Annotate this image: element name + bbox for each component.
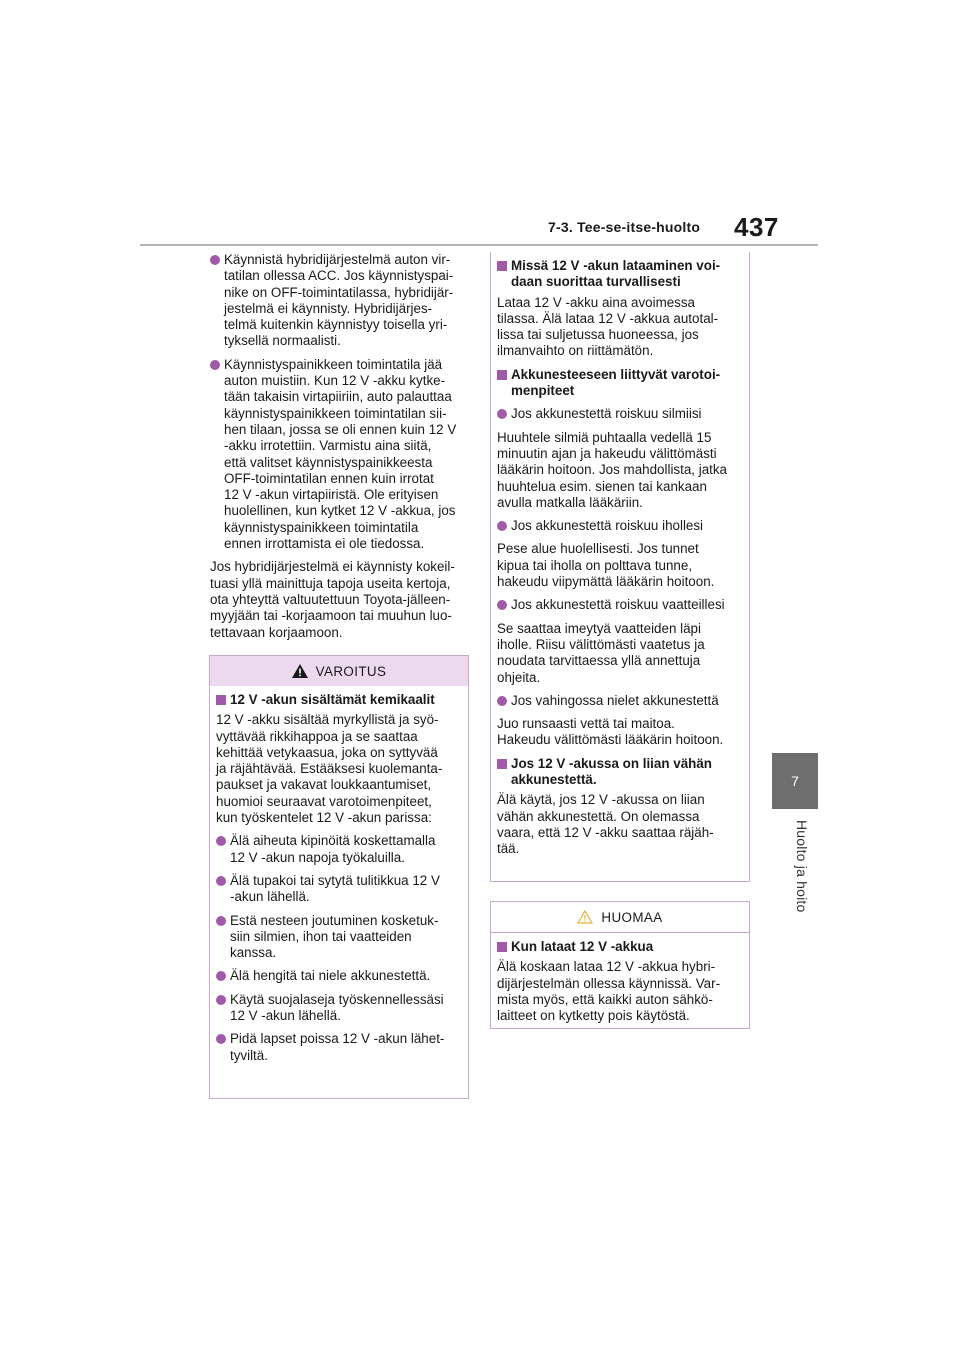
left-column <box>210 252 466 641</box>
body-text: Se saattaa imeytyä vaatteiden läpi iholle. Riisu välittömästi vaatetus ja noudata tarvittaessa yllä annettuja ohjeita. <box>497 620 705 685</box>
bullet-text: Käytä suojalaseja työskennellessäsi 12 V -akun lähellä. <box>230 991 444 1024</box>
bullet-icon <box>216 971 226 981</box>
warning-header <box>210 656 468 686</box>
section-heading <box>497 756 743 789</box>
bullet-text: Älä tupakoi tai sytytä tulitikkua 12 V -akun lähellä. <box>230 872 440 905</box>
bullet-text: Pidä lapset poissa 12 V -akun lähet- tyviltä. <box>230 1031 445 1063</box>
bullet-text: Jos vahingossa nielet akkunestettä <box>511 692 719 708</box>
square-bullet-icon <box>497 261 507 271</box>
notice-box <box>490 901 750 1029</box>
bullet-text: Älä aiheuta kipinöitä koskettamalla 12 V -akun napoja työkaluilla. <box>230 833 436 865</box>
warning-triangle-icon <box>292 664 308 678</box>
bullet-icon <box>210 255 220 265</box>
body-text: Huuhtele silmiä puhtaalla vedellä 15 minuutin ajan ja hakeudu välittömästi lääkärin hoitoon. Jos mahdollista, jatka huuhtelua esim. sienen tai kankaan avulla matkalla lääkäriin. <box>497 429 728 510</box>
bullet-text: Jos akkunestettä roiskuu silmiisi <box>511 406 702 422</box>
body-text: Lataa 12 V -akku aina avoimessa tilassa. Älä lataa 12 V -akkua autotal- lissa tai suljetussa huoneessa, jos ilmanvaihto on riittämätön. <box>497 294 719 359</box>
warning-heading <box>216 692 462 708</box>
bullet-icon <box>497 409 507 419</box>
bullet-text: Jos akkunestettä roiskuu ihollesi <box>511 518 704 534</box>
heading-text: Akkunesteeseen liittyvät varotoi- menpiteet <box>511 366 721 399</box>
bullet-icon <box>497 696 507 706</box>
header-divider <box>140 244 818 246</box>
square-bullet-icon <box>497 370 507 380</box>
square-bullet-icon <box>497 759 507 769</box>
body-text: Pese alue huolellisesti. Jos tunnet kipua tai iholla on polttava tunne, hakeudu viipymättä lääkärin hoitoon. <box>497 541 715 590</box>
page-number: 437 <box>734 212 779 242</box>
square-bullet-icon <box>216 695 226 705</box>
warning-title: VAROITUS <box>315 663 387 679</box>
warning-box <box>209 655 469 1099</box>
list-item <box>216 873 462 906</box>
bullet-icon <box>216 836 226 846</box>
bullet-icon <box>497 521 507 531</box>
list-item <box>497 406 743 422</box>
bullet-icon <box>216 916 226 926</box>
notice-header <box>491 902 749 933</box>
bullet-text: Älä hengitä tai niele akkunestettä. <box>230 968 431 984</box>
chapter-tab: 7 <box>772 753 818 809</box>
heading-text: Missä 12 V -akun lataaminen voi- daan suorittaa turvallisesti <box>511 258 721 290</box>
list-item <box>216 1031 462 1064</box>
list-item <box>210 252 466 350</box>
warning-continued-box <box>490 252 750 882</box>
list-item <box>216 992 462 1025</box>
bullet-text: Jos akkunestettä roiskuu vaatteillesi <box>511 597 725 613</box>
section-heading <box>497 258 743 291</box>
square-bullet-icon <box>497 942 507 952</box>
notice-heading-text: Kun lataat 12 V -akkua <box>511 939 654 954</box>
warning-intro: 12 V -akku sisältää myrkyllistä ja syö- vyttävää rikkihappoa ja se saattaa kehittää vetykaasua, joka on syttyvää ja räjähtävää. Estääksesi kuolemanta- paukset ja vakavat loukkaantumiset, huomioi seuraavat varotoimenpiteet, kun työskentelet 12 V -akun parissa: <box>216 712 443 826</box>
heading-text: Jos 12 V -akussa on liian vähän akkunestettä. <box>511 755 712 788</box>
list-item <box>497 597 743 613</box>
body-paragraph: Jos hybridijärjestelmä ei käynnisty kokeil- tuasi yllä mainittuja tapoja useita kertoja, ota yhteyttä valtuutettuun Toyota-jälleen- myyjään tai -korjaamoon tai muuhun luo- tettavaan korjaamoon. <box>210 559 455 640</box>
section-title: 7-3. Tee-se-itse-huolto <box>548 219 701 235</box>
notice-text: Älä koskaan lataa 12 V -akkua hybri- dijärjestelmän ollessa käynnissä. Var- mista myös, että kaikki auton sähkö- laitteet on kytketty pois käytöstä. <box>497 959 721 1024</box>
chapter-label: Huolto ja hoito <box>794 820 810 913</box>
bullet-text: Käynnistyspainikkeen toimintatila jää auton muistiin. Kun 12 V -akku kytke- tään takaisin virtapiiriin, auto palauttaa käynnistyspainikkeen toimintatilan sii- hen tilaan, jossa se oli ennen kuin 12 V -akku irrotettiin. Varmistu aina siitä, että valitset käynnistyspainikkeesta OFF-toimintatilan ennen kuin irrotat 12 V -akun virtapiiristä. Ole erityisen huolellinen, kun kytket 12 V -akkua, jos käynnistyspainikkeen toimintatila ennen irrottamista ei ole tiedossa. <box>224 356 457 552</box>
notice-heading <box>497 939 743 955</box>
body-text: Juo runsaasti vettä tai maitoa. Hakeudu välittömästi lääkärin hoitoon. <box>497 716 724 748</box>
bullet-icon <box>210 360 220 370</box>
notice-title: HUOMAA <box>601 909 663 925</box>
bullet-text: Estä nesteen joutuminen kosketuk- siin silmien, ihon tai vaatteiden kanssa. <box>230 912 439 961</box>
list-item <box>216 968 462 984</box>
bullet-text: Käynnistä hybridijärjestelmä auton vir- tatilan ollessa ACC. Jos käynnistyspai- nike on OFF-toimintatilassa, hybridijär- jestelmä ei käynnisty. Hybridijärjes- telmä kuitenkin käynnistyy toisella yri- tyksellä normaalisti. <box>224 252 454 349</box>
bullet-icon <box>216 1034 226 1044</box>
list-item <box>497 518 743 534</box>
list-item <box>210 357 466 553</box>
warning-heading-text: 12 V -akun sisältämät kemikaalit <box>230 692 435 707</box>
list-item <box>216 913 462 962</box>
caution-triangle-icon <box>577 910 593 924</box>
bullet-icon <box>216 876 226 886</box>
list-item <box>216 833 462 866</box>
list-item <box>497 693 743 709</box>
body-text: Älä käytä, jos 12 V -akussa on liian vähän akkunestettä. On olemassa vaara, että 12 V -akku saattaa räjäh- tää. <box>497 792 714 857</box>
bullet-icon <box>497 600 507 610</box>
bullet-icon <box>216 995 226 1005</box>
section-heading <box>497 367 743 400</box>
